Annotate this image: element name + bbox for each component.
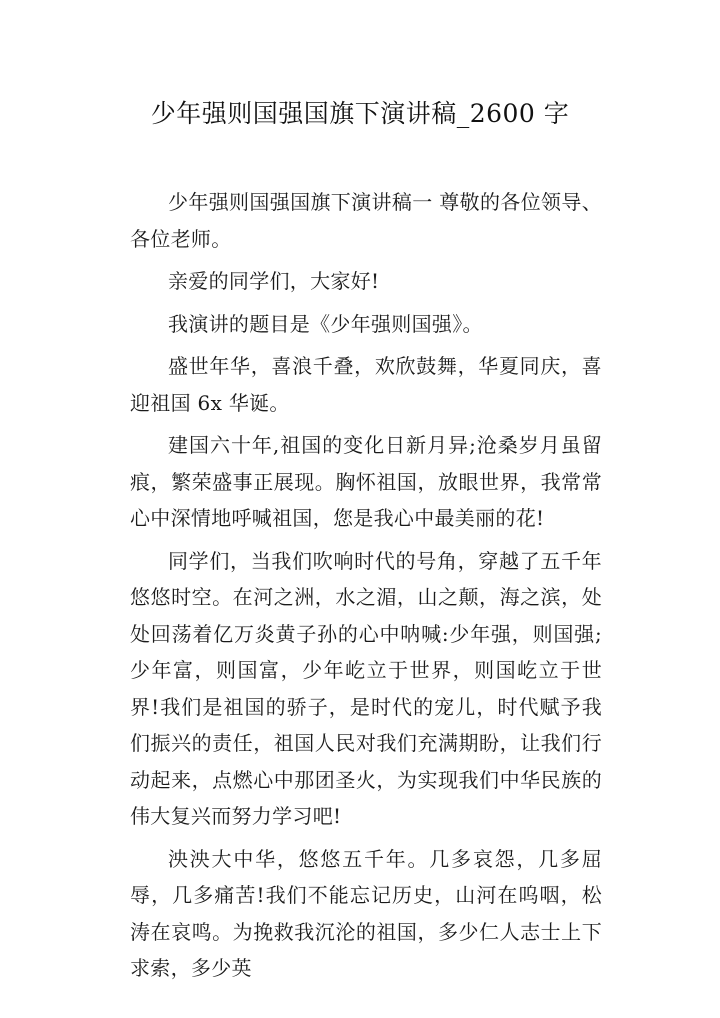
paragraph: 盛世年华，喜浪千叠，欢欣鼓舞，华夏同庆，喜迎祖国 6x 华诞。	[130, 354, 602, 415]
document-body	[130, 184, 602, 993]
paragraph: 建国六十年,祖国的变化日新月异;沧桑岁月虽留痕，繁荣盛事正展现。胸怀祖国，放眼世界，我常常心中深情地呼喊祖国，您是我心中最美丽的花!	[130, 433, 602, 530]
paragraph: 亲爱的同学们，大家好!	[168, 269, 380, 293]
paragraph: 泱泱大中华，悠悠五千年。几多哀怨，几多屈辱，几多痛苦!我们不能忘记历史，山河在呜咽，松涛在哀鸣。为挽救我沉沦的祖国，多少仁人志士上下求索，多少英	[130, 846, 602, 980]
document-title: 少年强则国强国旗下演讲稿_2600 字	[150, 99, 570, 128]
paragraph: 我演讲的题目是《少年强则国强》。	[168, 311, 483, 336]
paragraph: 少年强则国强国旗下演讲稿一 尊敬的各位领导、各位老师。	[130, 190, 602, 251]
paragraph: 同学们，当我们吹响时代的号角，穿越了五千年悠悠时空。在河之洲，水之湄，山之颠，海之滨，处处回荡着亿万炎黄子孙的心中呐喊:少年强，则国强;少年富，则国富，少年屹立于世界，则国屹立于世界!我们是祖国的骄子，是时代的宠儿，时代赋予我们振兴的责任，祖国人民对我们充满期盼，让我们行动起来，点燃心中那团圣火，为实现我们中华民族的伟大复兴而努力学习吧!	[130, 548, 602, 828]
